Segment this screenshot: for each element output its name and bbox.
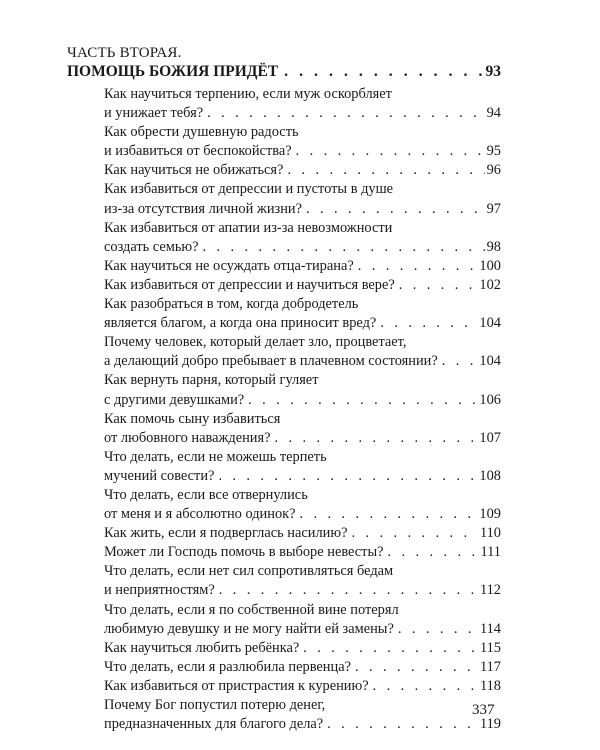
toc-entry-text: любимую девушку и не могу найти ей замены? [104,620,394,637]
dot-leader [300,505,478,524]
toc-entry-line: Как вернуть парня, который гуляет [104,372,319,389]
toc-entry [104,295,501,333]
toc-entry [104,448,501,486]
toc-entry-last-line [104,658,501,677]
toc-entry-last-line [104,505,501,524]
toc-entry-page: 115 [479,639,501,656]
toc-entry-last-line [104,429,501,448]
toc-entry-text: с другими девушками? [104,391,245,408]
toc-entry [104,85,501,123]
toc-entry-page: 119 [479,716,501,733]
toc-entry-last-line [104,314,501,333]
toc-entry-text: а делающий добро пребывает в плачевном состоянии? [104,353,438,370]
toc-entry-text: и неприятностям? [104,582,215,599]
toc-entry-line: Как избавиться от депрессии и пустоты в душе [104,181,394,198]
toc-entry-last-line [104,581,501,600]
toc-entry-line: Как избавиться от апатии из-за невозможности [104,219,393,236]
toc-entry-page: 110 [479,525,501,542]
toc-entry [104,371,501,409]
part-title-row [67,62,501,82]
dot-leader [355,658,478,677]
toc-entry-line: Как обрести душевную радость [104,124,299,141]
toc-entry-page: 107 [479,429,501,446]
toc-entry-line: Что делать, если нет сил сопротивляться бедам [104,563,394,580]
toc-entry [104,333,501,371]
toc-entry-page: 112 [479,582,501,599]
page-number: 337 [472,702,495,718]
toc-entry-page: 108 [479,467,501,484]
toc-entry [104,696,501,734]
toc-entry [104,562,501,600]
toc-entry-text: Как избавиться от пристрастия к курению? [104,677,369,694]
dot-leader [358,257,478,276]
toc-entry-last-line [104,620,501,639]
toc-entry [104,639,501,658]
dot-leader [218,467,477,486]
toc-entry-line: Что делать, если все отвернулись [104,486,308,503]
dot-leader [287,161,484,180]
toc-entry [104,543,501,562]
toc-entry-text: мучений совести? [104,467,215,484]
dot-leader [219,581,478,600]
toc-entry-last-line [104,391,501,410]
dot-leader [388,543,479,562]
toc-entry-text: из-за отсутствия личной жизни? [104,200,302,217]
toc-entry-line: Что делать, если не можешь терпеть [104,448,327,465]
toc-entry-text: Как жить, если я подверглась насилию? [104,525,348,542]
toc-entry-text: Как научиться не обижаться? [104,162,284,179]
toc-entry-last-line [104,543,501,562]
toc-entry-page: 95 [486,143,501,160]
dot-leader [207,104,484,123]
toc-entry-page: 109 [479,506,501,523]
toc-entry-page: 106 [479,391,501,408]
toc-entry-last-line [104,524,501,543]
toc-entry-line: Почему человек, который делает зло, процветает, [104,334,407,351]
dot-leader [380,314,477,333]
toc-entry-page: 98 [486,238,501,255]
toc-entry-line: Как научиться терпению, если муж оскорбляет [104,86,392,102]
toc-entry-last-line [104,639,501,658]
toc-entry-last-line [104,677,501,696]
dot-leader [306,200,485,219]
part-label: ЧАСТЬ ВТОРАЯ. [67,45,182,61]
toc-entry-text: Как научиться не осуждать отца-тирана? [104,257,354,274]
toc-entry-page: 104 [479,315,501,332]
dot-leader [399,276,478,295]
toc-entry [104,677,501,696]
toc-entry-text: предназначенных для благого дела? [104,716,324,733]
toc-entry-text: от меня и я абсолютно одинок? [104,506,296,523]
toc-entry-line: Как разобраться в том, когда добродетель [104,296,359,313]
toc-entry [104,658,501,677]
dot-leader [373,677,478,696]
toc-entry-text: создать семью? [104,238,199,255]
part-page-number: 93 [485,63,501,80]
dot-leader [284,62,481,82]
toc-entry-line: Что делать, если я по собственной вине потерял [104,601,399,618]
toc-entry-page: 114 [479,620,501,637]
dot-leader [303,639,478,658]
toc-entry-last-line [104,142,501,161]
dot-leader [442,352,478,371]
toc-entry-last-line [104,257,501,276]
toc-entry-last-line [104,200,501,219]
toc-entry [104,276,501,295]
toc-entry-text: Что делать, если я разлюбила первенца? [104,658,351,675]
toc-entry-page: 111 [480,544,501,561]
toc-entries [104,85,501,734]
toc-entry-last-line [104,276,501,295]
toc-entry-page: 118 [479,677,501,694]
dot-leader [248,391,477,410]
toc-entry-last-line [104,352,501,371]
toc-entry [104,486,501,524]
toc-entry-line: Почему Бог попустил потерю денег, [104,697,326,713]
toc-entry-page: 94 [486,105,501,122]
dot-leader [296,142,485,161]
toc-entry [104,524,501,543]
toc-entry [104,601,501,639]
toc-entry-text: Может ли Господь помочь в выборе невесты? [104,544,384,561]
toc-entry-page: 100 [479,257,501,274]
toc-entry-last-line [104,104,501,123]
dot-leader [327,715,478,734]
dot-leader [203,238,485,257]
toc-entry [104,161,501,180]
toc-entry-text: от любовного наваждения? [104,429,271,446]
dot-leader [398,620,478,639]
toc-entry-page: 97 [486,200,501,217]
toc-entry [104,257,501,276]
toc-entry-last-line [104,467,501,486]
toc-entry-text: Как избавиться от депрессии и научиться вере? [104,276,395,293]
dot-leader [352,524,478,543]
toc-entry-line: Как помочь сыну избавиться [104,410,281,427]
toc-entry-page: 117 [479,658,501,675]
toc-entry-text: Как научиться любить ребёнка? [104,639,300,656]
toc-entry-page: 104 [479,353,501,370]
toc-entry-last-line [104,715,501,734]
toc-entry-text: и избавиться от беспокойства? [104,143,292,160]
toc-entry [104,180,501,218]
toc-entry-last-line [104,238,501,257]
toc-entry [104,219,501,257]
toc-entry-last-line [104,161,501,180]
toc-entry-text: и унижает тебя? [104,105,204,122]
toc-entry-text: является благом, а когда она приносит вред? [104,315,377,332]
toc-entry [104,410,501,448]
dot-leader [275,429,478,448]
toc-entry [104,123,501,161]
toc-entry-page: 102 [479,276,501,293]
part-title: ПОМОЩЬ БОЖИЯ ПРИДЁТ [67,63,279,80]
toc-entry-page: 96 [486,162,501,179]
